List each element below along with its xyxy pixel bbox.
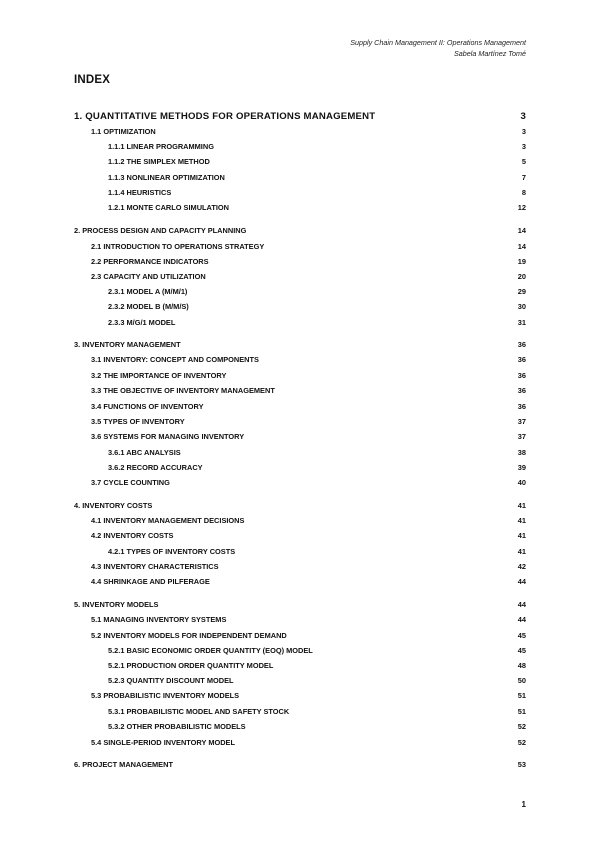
toc-entry-page: 19: [517, 257, 526, 266]
toc-entry-title: 4.2 INVENTORY COSTS: [91, 531, 174, 540]
toc-entry-page: 36: [517, 355, 526, 364]
toc-entry-page: 37: [517, 432, 526, 441]
toc-entry-title: 2.1 INTRODUCTION TO OPERATIONS STRATEGY: [91, 242, 265, 251]
toc-entry-page: 36: [517, 386, 526, 395]
toc-entry-page: 8: [521, 188, 526, 197]
toc-entry-title: 1. QUANTITATIVE METHODS FOR OPERATIONS MANAGEMENT: [74, 111, 376, 122]
toc-entry-title: 3.3 THE OBJECTIVE OF INVENTORY MANAGEMENT: [91, 386, 275, 395]
toc-entry-title: 2.3 CAPACITY AND UTILIZATION: [91, 272, 206, 281]
toc-entry-page: 29: [517, 287, 526, 296]
toc-entry-title: 5.2.1 BASIC ECONOMIC ORDER QUANTITY (EOQ) MODEL: [108, 646, 313, 655]
toc-entry-page: 37: [517, 417, 526, 426]
toc-entry-page: 53: [517, 760, 526, 769]
toc-entry-title: 3.2 THE IMPORTANCE OF INVENTORY: [91, 371, 227, 380]
toc-entry-title: 5.1 MANAGING INVENTORY SYSTEMS: [91, 615, 227, 624]
toc-entry-title: 5.2.1 PRODUCTION ORDER QUANTITY MODEL: [108, 661, 274, 670]
toc-entry-page: 3: [521, 142, 526, 151]
toc-entry-page: 44: [517, 577, 526, 586]
toc-entry-page: 36: [517, 402, 526, 411]
toc-entry-page: 45: [517, 631, 526, 640]
toc-entry-page: 38: [517, 448, 526, 457]
toc-entry-title: 2.3.3 M/G/1 MODEL: [108, 318, 176, 327]
toc-entry-title: 5.3 PROBABILISTIC INVENTORY MODELS: [91, 691, 240, 700]
toc-entry-title: 3.1 INVENTORY: CONCEPT AND COMPONENTS: [91, 355, 259, 364]
toc-entry-title: 5.3.1 PROBABILISTIC MODEL AND SAFETY STOCK: [108, 707, 290, 716]
toc-entry-page: 14: [517, 242, 526, 251]
toc-entry-title: 6. PROJECT MANAGEMENT: [74, 760, 173, 769]
toc-entry-page: 36: [517, 340, 526, 349]
toc-entry-page: 3: [520, 111, 526, 122]
toc-entry-page: 39: [517, 463, 526, 472]
toc-entry-page: 5: [521, 157, 526, 166]
toc-entry-page: 42: [517, 562, 526, 571]
toc-entry-title: 3.6 SYSTEMS FOR MANAGING INVENTORY: [91, 432, 245, 441]
toc-entry-title: 5.2.3 QUANTITY DISCOUNT MODEL: [108, 676, 234, 685]
toc-entry-page: 31: [517, 318, 526, 327]
toc-entry-page: 14: [517, 226, 526, 235]
toc-entry-title: 5.2 INVENTORY MODELS FOR INDEPENDENT DEMAND: [91, 631, 287, 640]
toc-entry-title: 2. PROCESS DESIGN AND CAPACITY PLANNING: [74, 226, 247, 235]
toc-entry-title: 5. INVENTORY MODELS: [74, 600, 159, 609]
toc-entry-page: 12: [517, 203, 526, 212]
toc-entry-title: 1.1.1 LINEAR PROGRAMMING: [108, 142, 214, 151]
toc-entry-title: 1.1.3 NONLINEAR OPTIMIZATION: [108, 173, 225, 182]
toc-entry-page: 48: [517, 661, 526, 670]
toc-entry-title: 4. INVENTORY COSTS: [74, 501, 153, 510]
toc-entry-title: 2.3.2 MODEL B (M/M/S): [108, 302, 189, 311]
toc-entry-page: 44: [517, 615, 526, 624]
toc-entry-page: 36: [517, 371, 526, 380]
toc-entry-title: 3.6.1 ABC ANALYSIS: [108, 448, 181, 457]
toc-entry-page: 50: [517, 676, 526, 685]
toc-entry-page: 41: [517, 501, 526, 510]
toc-entry-title: 4.4 SHRINKAGE AND PILFERAGE: [91, 577, 210, 586]
toc-entry-title: 3.5 TYPES OF INVENTORY: [91, 417, 185, 426]
header-author: Sabela Martínez Tomé: [453, 49, 526, 58]
toc-entry-title: 4.2.1 TYPES OF INVENTORY COSTS: [108, 547, 236, 556]
toc-entry-title: 2.3.1 MODEL A (M/M/1): [108, 287, 188, 296]
toc-entry-page: 3: [521, 127, 526, 136]
toc-entry-title: 1.1 OPTIMIZATION: [91, 127, 156, 136]
page-number: 1: [521, 800, 526, 809]
toc-entry-page: 51: [517, 691, 526, 700]
toc-entry-title: 5.4 SINGLE-PERIOD INVENTORY MODEL: [91, 738, 236, 747]
index-title: INDEX: [74, 74, 111, 86]
toc-entry-page: 52: [517, 738, 526, 747]
toc-entry-title: 1.1.2 THE SIMPLEX METHOD: [108, 157, 210, 166]
toc-entry-page: 20: [517, 272, 526, 281]
toc-entry-title: 2.2 PERFORMANCE INDICATORS: [91, 257, 209, 266]
toc-entry-title: 1.1.4 HEURISTICS: [108, 188, 172, 197]
toc-entry-page: 41: [517, 547, 526, 556]
toc-entry-page: 7: [521, 173, 526, 182]
toc-entry-title: 1.2.1 MONTE CARLO SIMULATION: [108, 203, 229, 212]
toc-entry-page: 30: [517, 302, 526, 311]
toc-entry-page: 41: [517, 516, 526, 525]
toc-entry-page: 51: [517, 707, 526, 716]
toc-entry-page: 40: [517, 478, 526, 487]
toc-entry-page: 52: [517, 722, 526, 731]
header-course-title: Supply Chain Management II: Operations Management: [350, 38, 526, 47]
toc-entry-title: 3.6.2 RECORD ACCURACY: [108, 463, 203, 472]
toc-entry-title: 3.4 FUNCTIONS OF INVENTORY: [91, 402, 204, 411]
toc-entry-title: 3.7 CYCLE COUNTING: [91, 478, 170, 487]
toc-entry-title: 3. INVENTORY MANAGEMENT: [74, 340, 181, 349]
toc-entry-page: 45: [517, 646, 526, 655]
toc-entry-page: 41: [517, 531, 526, 540]
toc-entry-title: 5.3.2 OTHER PROBABILISTIC MODELS: [108, 722, 246, 731]
toc-entry-page: 44: [517, 600, 526, 609]
toc-entry-title: 4.3 INVENTORY CHARACTERISTICS: [91, 562, 219, 571]
toc-entry-title: 4.1 INVENTORY MANAGEMENT DECISIONS: [91, 516, 245, 525]
